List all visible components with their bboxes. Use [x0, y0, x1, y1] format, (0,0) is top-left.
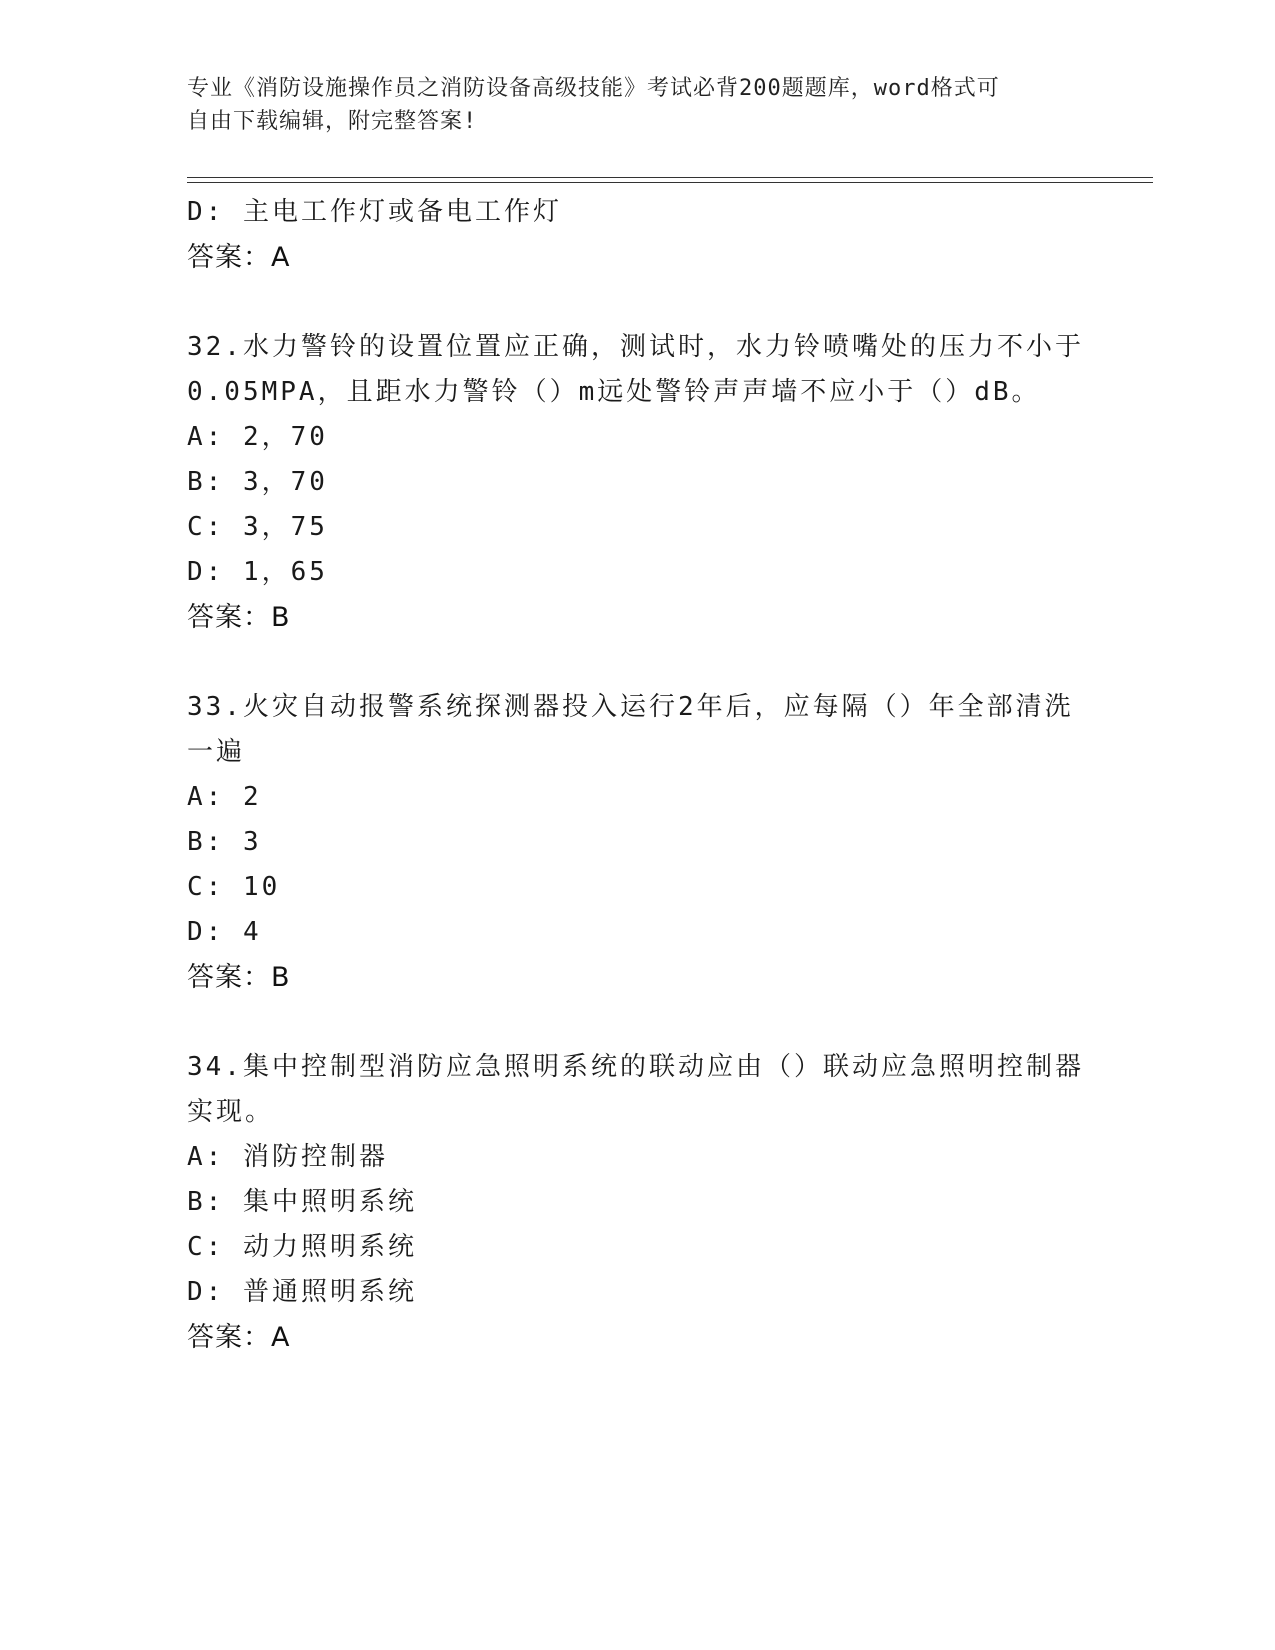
option-c: C: 3，75	[187, 512, 328, 542]
question-33	[187, 685, 1087, 1000]
question-stem	[187, 685, 1087, 775]
question-32	[187, 325, 1087, 640]
spacer	[187, 640, 1087, 685]
question-stem	[187, 325, 1087, 415]
option-a: A: 2，70	[187, 422, 328, 452]
option-a: A: 消防控制器	[187, 1142, 388, 1172]
option-b: B: 集中照明系统	[187, 1187, 417, 1217]
option-c: C: 动力照明系统	[187, 1232, 417, 1262]
question-stem-line-1: 34.集中控制型消防应急照明系统的联动应由（）联动应急照明控制器	[187, 1052, 1084, 1082]
question-stem-line-2: 实现。	[187, 1097, 275, 1127]
header-divider-bottom	[187, 182, 1153, 183]
spacer	[187, 1000, 1087, 1045]
option-d: D: 1，65	[187, 557, 328, 587]
carryover-option-d: D: 主电工作灯或备电工作灯	[187, 197, 562, 227]
answer: 答案：B	[187, 962, 291, 993]
question-stem-line-2: 一遍	[187, 737, 246, 767]
header-line-1: 专业《消防设施操作员之消防设备高级技能》考试必背200题题库，word格式可	[187, 76, 1000, 101]
option-a: A: 2	[187, 782, 262, 812]
question-34	[187, 1045, 1087, 1360]
option-d: D: 普通照明系统	[187, 1277, 417, 1307]
document-body	[187, 190, 1087, 1360]
question-stem-line-1: 32.水力警铃的设置位置应正确，测试时，水力铃喷嘴处的压力不小于	[187, 332, 1084, 362]
option-b: B: 3	[187, 827, 262, 857]
spacer	[187, 280, 1087, 325]
question-stem	[187, 1045, 1087, 1135]
header-line-2: 自由下载编辑，附完整答案!	[187, 109, 478, 134]
option-c: C: 10	[187, 872, 281, 902]
document-header	[187, 72, 1067, 138]
answer: 答案：A	[187, 1322, 291, 1353]
header-divider-top	[187, 177, 1153, 178]
carryover-answer: 答案：A	[187, 242, 291, 273]
question-stem-line-2: 0.05MPA，且距水力警铃（）m远处警铃声声墙不应小于（）dB。	[187, 377, 1041, 407]
option-d: D: 4	[187, 917, 262, 947]
question-stem-line-1: 33.火灾自动报警系统探测器投入运行2年后，应每隔（）年全部清洗	[187, 692, 1074, 722]
option-b: B: 3，70	[187, 467, 328, 497]
answer: 答案：B	[187, 602, 291, 633]
